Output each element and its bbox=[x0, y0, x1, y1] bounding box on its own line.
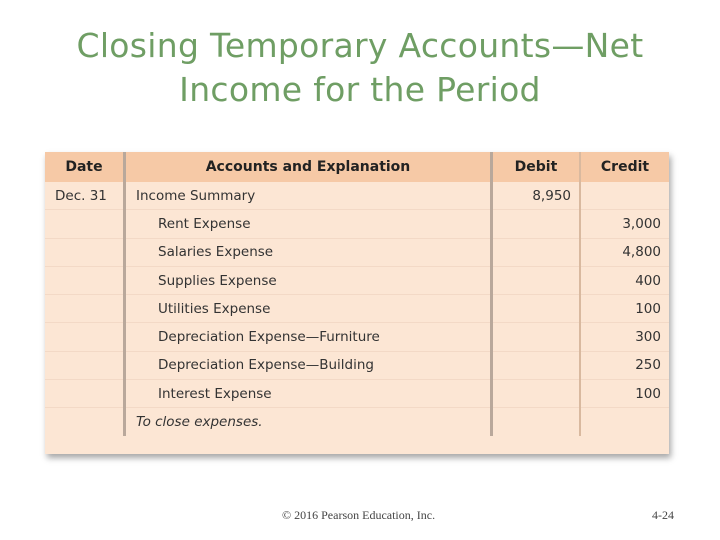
slide-title-line-1: Closing Temporary Accounts—Net bbox=[76, 26, 644, 65]
header-accounts: Accounts and Explanation bbox=[125, 152, 492, 182]
table-row bbox=[45, 182, 669, 210]
header-date: Date bbox=[45, 152, 125, 182]
cell-date bbox=[45, 266, 125, 294]
cell-debit bbox=[492, 351, 581, 379]
cell-credit bbox=[580, 182, 669, 210]
cell-date: Dec. 31 bbox=[45, 182, 125, 210]
cell-debit bbox=[492, 238, 581, 266]
journal-entry-table bbox=[45, 152, 669, 454]
slide-title bbox=[0, 24, 720, 112]
cell-account: Rent Expense bbox=[125, 210, 492, 238]
cell-credit: 4,800 bbox=[580, 238, 669, 266]
cell-credit: 300 bbox=[580, 323, 669, 351]
table-row bbox=[45, 238, 669, 266]
cell-account: Supplies Expense bbox=[125, 266, 492, 294]
cell-date bbox=[45, 210, 125, 238]
cell-account: Income Summary bbox=[125, 182, 492, 210]
table-row bbox=[45, 380, 669, 408]
cell-date bbox=[45, 323, 125, 351]
cell-account: Depreciation Expense—Building bbox=[125, 351, 492, 379]
table-row bbox=[45, 210, 669, 238]
cell-credit: 100 bbox=[580, 380, 669, 408]
cell-date bbox=[45, 380, 125, 408]
footer-copyright: © 2016 Pearson Education, Inc. bbox=[282, 508, 436, 522]
cell-date bbox=[45, 408, 125, 436]
footer-page-number: 4-24 bbox=[652, 508, 674, 522]
cell-credit: 100 bbox=[580, 295, 669, 323]
cell-date bbox=[45, 238, 125, 266]
cell-debit bbox=[492, 295, 581, 323]
table-row bbox=[45, 408, 669, 436]
slide-title-line-2: Income for the Period bbox=[179, 70, 541, 109]
cell-debit bbox=[492, 380, 581, 408]
cell-debit: 8,950 bbox=[492, 182, 581, 210]
cell-debit bbox=[492, 408, 581, 436]
table-header-row bbox=[45, 152, 669, 182]
cell-account: Depreciation Expense—Furniture bbox=[125, 323, 492, 351]
header-credit: Credit bbox=[580, 152, 669, 182]
cell-credit: 400 bbox=[580, 266, 669, 294]
cell-date bbox=[45, 295, 125, 323]
cell-account: Interest Expense bbox=[125, 380, 492, 408]
header-debit: Debit bbox=[492, 152, 581, 182]
cell-debit bbox=[492, 210, 581, 238]
cell-explanation: To close expenses. bbox=[125, 408, 492, 436]
table-row bbox=[45, 266, 669, 294]
cell-account: Salaries Expense bbox=[125, 238, 492, 266]
table-row bbox=[45, 351, 669, 379]
cell-debit bbox=[492, 266, 581, 294]
cell-account: Utilities Expense bbox=[125, 295, 492, 323]
cell-credit bbox=[580, 408, 669, 436]
cell-date bbox=[45, 351, 125, 379]
table-row bbox=[45, 323, 669, 351]
cell-credit: 3,000 bbox=[580, 210, 669, 238]
cell-debit bbox=[492, 323, 581, 351]
table-row bbox=[45, 295, 669, 323]
cell-credit: 250 bbox=[580, 351, 669, 379]
